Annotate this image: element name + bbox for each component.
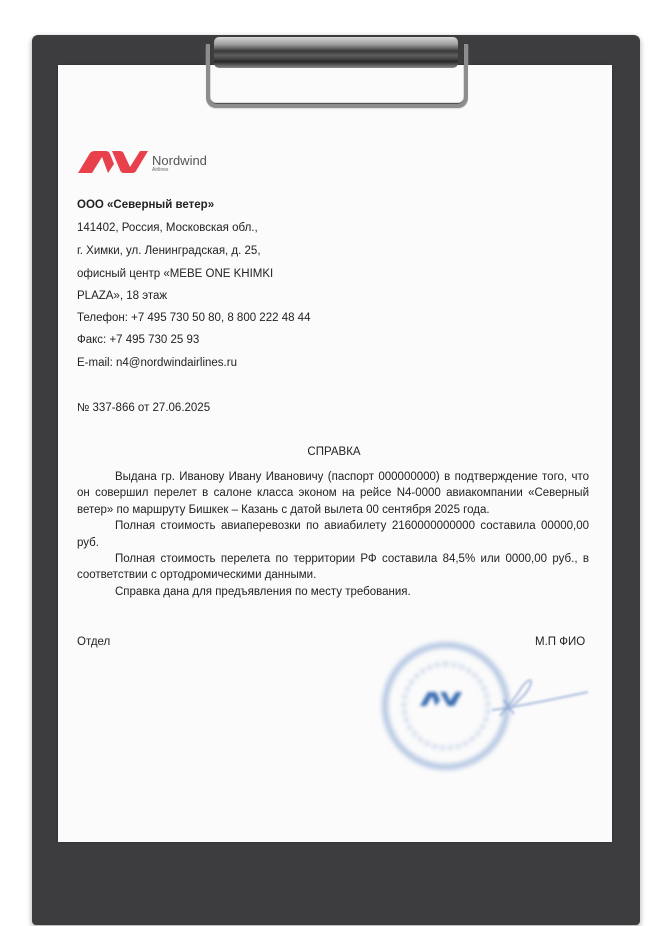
phone: Телефон: +7 495 730 50 80, 8 800 222 48 44: [77, 312, 311, 324]
address-line: PLAZA», 18 этаж: [77, 290, 168, 302]
address-line: 141402, Россия, Московская обл.,: [77, 222, 258, 234]
paragraph: Выдана гр. Иванову Ивану Ивановичу (паспорт 000000000) в подтверждение того, что он совершил перелет в салоне класса эконом на рейсе N4-0000 авиакомпании «Северный ветер» по маршруту Бишкек – Казань с датой вылета 00 сентября 2025 года.: [77, 471, 589, 516]
paragraph: Справка дана для предъявления по месту требования.: [115, 585, 411, 598]
paragraph: Полная стоимость авиаперевозки по авиабилету 2160000000000 составила 00000,00 руб.: [77, 520, 589, 549]
nordwind-logo-icon: [78, 151, 148, 173]
address-line: офисный центр «MEBE ONE KHIMKI: [77, 268, 274, 280]
document-body: [77, 469, 589, 600]
clip-bar: [214, 37, 458, 68]
logo-subtitle: Airlines: [152, 167, 169, 173]
document-number: № 337-866 от 27.06.2025: [77, 402, 211, 414]
department-label: Отдел: [77, 636, 111, 648]
company-name: ООО «Северный ветер»: [77, 199, 215, 211]
fax: Факс: +7 495 730 25 93: [77, 334, 200, 346]
signature-label: М.П ФИО: [535, 636, 586, 648]
signature-icon: [490, 670, 590, 730]
email: E-mail: n4@nordwindairlines.ru: [77, 357, 237, 369]
address-line: г. Химки, ул. Ленинградская, д. 25,: [77, 245, 261, 257]
document-title: СПРАВКА: [307, 446, 361, 458]
stamp-logo-icon: [418, 690, 462, 706]
logo-wordmark: Nordwind: [152, 153, 207, 168]
paragraph: Полная стоимость перелета по территории РФ составила 84,5% или 0000,00 руб., в соответствии с ортодромическими данными.: [77, 553, 589, 582]
